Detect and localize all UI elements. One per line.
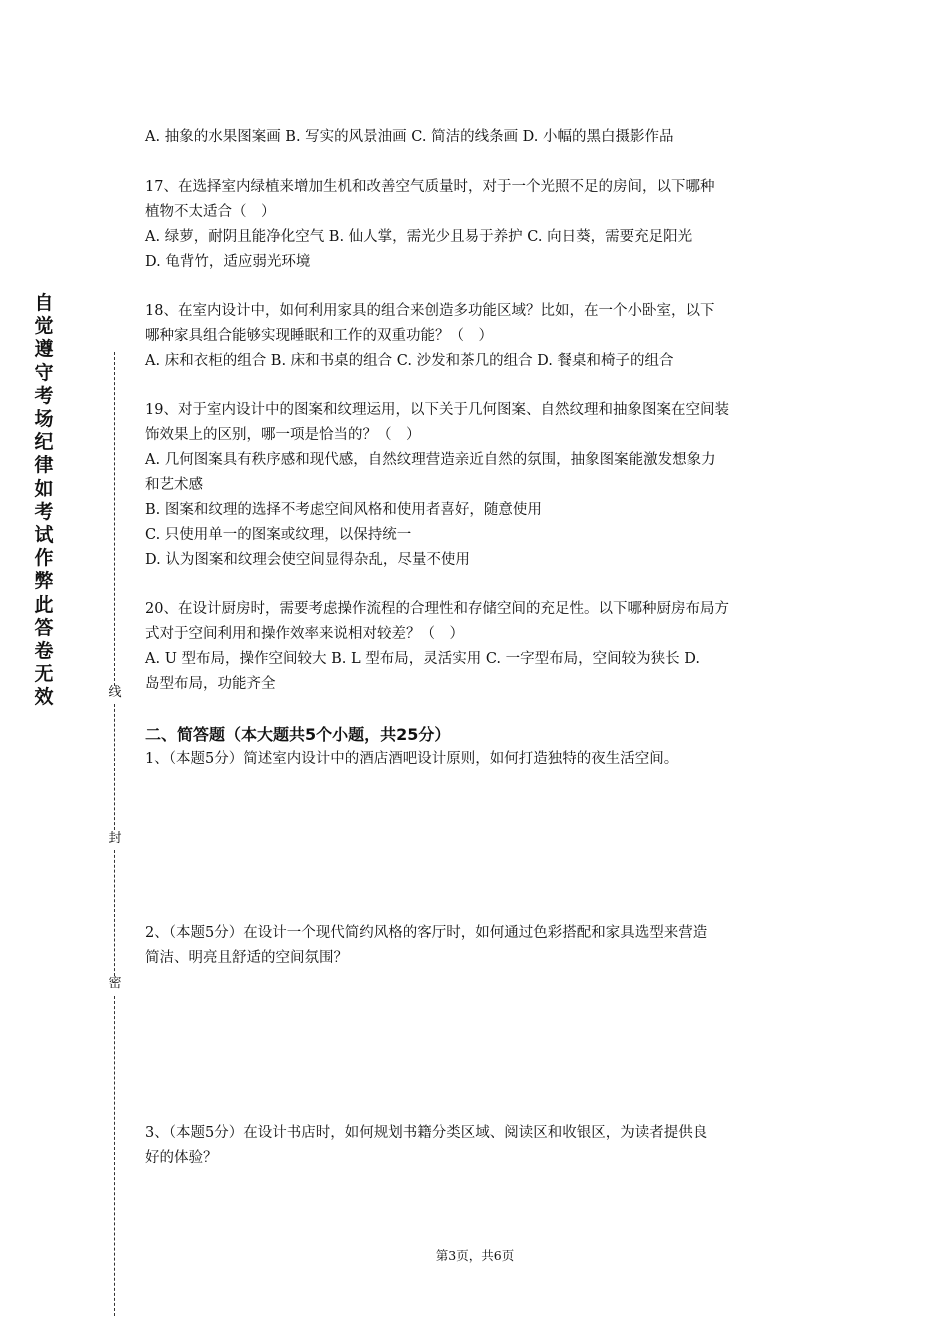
seal-dashed-line-bottom (114, 996, 115, 1316)
q18-stem-line1: 18、在室内设计中，如何利用家具的组合来创造多功能区域？比如，在一个小卧室，以下 (145, 303, 715, 319)
seal-line-label: 线 (108, 685, 122, 700)
q16-options: A. 抽象的水果图案画 B. 写实的风景油画 C. 简洁的线条画 D. 小幅的黑白摄影作品 (145, 129, 674, 145)
seal-seal-label: 封 (108, 831, 122, 846)
q17-stem-line1: 17、在选择室内绿植来增加生机和改善空气质量时，对于一个光照不足的房间，以下哪种 (145, 179, 715, 195)
q19-stem-line1: 19、对于室内设计中的图案和纹理运用，以下关于几何图案、自然纹理和抽象图案在空间装 (145, 402, 729, 418)
seal-dashed-line-middle (114, 850, 115, 976)
q20-stem-line1: 20、在设计厨房时，需要考虑操作流程的合理性和存储空间的充足性。以下哪种厨房布局方 (145, 601, 729, 617)
q20-options-line2: 岛型布局，功能齐全 (145, 676, 276, 692)
q20-stem-line2: 式对于空间利用和操作效率来说相对较差？（ ） (145, 626, 464, 642)
short-answer-q3-line1: 3、（本题5分）在设计书店时，如何规划书籍分类区域、阅读区和收银区，为读者提供良 (145, 1125, 708, 1141)
q19-option-a-line2: 和艺术感 (145, 477, 203, 493)
seal-secret-label: 密 (108, 976, 122, 991)
section-short-answer-title: 二、简答题（本大题共5个小题，共25分） (145, 725, 451, 744)
short-answer-q1: 1、（本题5分）简述室内设计中的酒店酒吧设计原则，如何打造独特的夜生活空间。 (145, 751, 679, 767)
q19-option-c: C. 只使用单一的图案或纹理，以保持统一 (145, 527, 412, 543)
short-answer-q2-line2: 简洁、明亮且舒适的空间氛围？ (145, 950, 348, 966)
page-number: 第3页，共6页 (435, 1248, 515, 1263)
short-answer-q2-line1: 2、（本题5分）在设计一个现代简约风格的客厅时，如何通过色彩搭配和家具选型来营造 (145, 925, 708, 941)
q17-options-line2: D. 龟背竹，适应弱光环境 (145, 254, 311, 270)
q19-option-b: B. 图案和纹理的选择不考虑空间风格和使用者喜好，随意使用 (145, 502, 542, 518)
q18-stem-line2: 哪种家具组合能够实现睡眠和工作的双重功能？（ ） (145, 328, 493, 344)
q17-options-line1: A. 绿萝，耐阴且能净化空气 B. 仙人掌，需光少且易于养护 C. 向日葵，需要充足阳光 (145, 229, 693, 245)
q20-options-line1: A. U 型布局，操作空间较大 B. L 型布局，灵活实用 C. 一字型布局，空间较为狭长 D. (145, 651, 700, 667)
q18-options: A. 床和衣柜的组合 B. 床和书桌的组合 C. 沙发和茶几的组合 D. 餐桌和椅子的组合 (145, 353, 674, 369)
seal-dashed-line-top (114, 352, 115, 686)
seal-dashed-line-upper (114, 704, 115, 830)
q19-stem-line2: 饰效果上的区别，哪一项是恰当的？（ ） (145, 427, 421, 443)
q19-option-d: D. 认为图案和纹理会使空间显得杂乱，尽量不使用 (145, 552, 470, 568)
q19-option-a-line1: A. 几何图案具有秩序感和现代感，自然纹理营造亲近自然的氛围，抽象图案能激发想象力 (145, 452, 716, 468)
exam-discipline-warning: 自觉遵守考场纪律如考试作弊此答卷无效 (34, 292, 54, 709)
q17-stem-line2: 植物不太适合（ ） (145, 204, 276, 220)
short-answer-q3-line2: 好的体验？ (145, 1150, 218, 1166)
